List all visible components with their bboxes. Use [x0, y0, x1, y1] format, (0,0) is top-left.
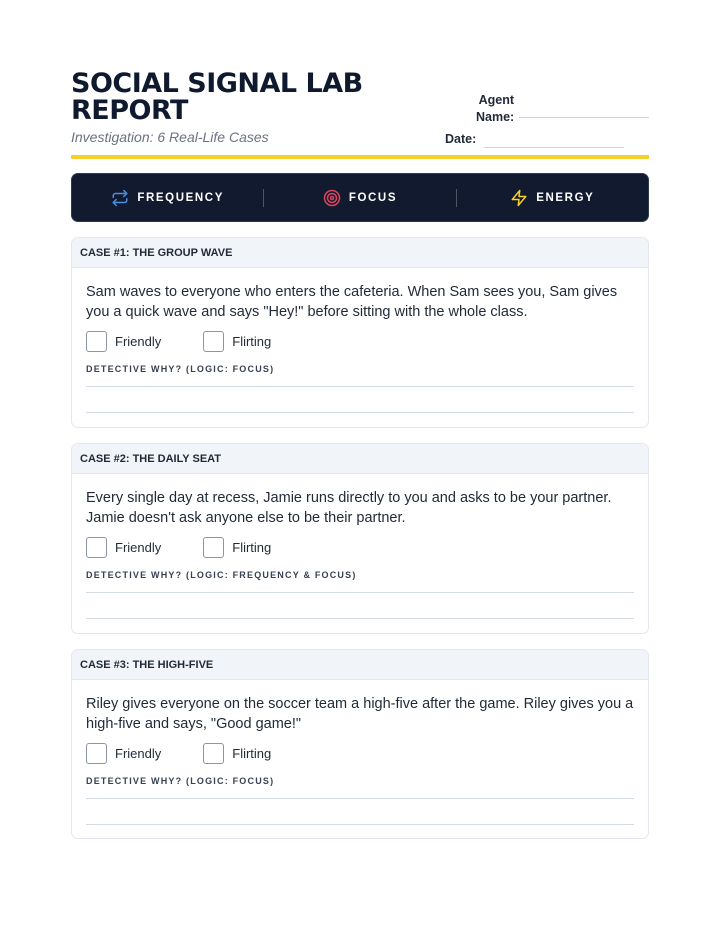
detective-why-label: DETECTIVE WHY? (LOGIC: FOCUS): [86, 776, 275, 786]
answer-options: [86, 742, 634, 764]
answer-line[interactable]: [86, 618, 634, 619]
case-title: CASE #1: THE GROUP WAVE: [72, 238, 648, 268]
lightning-icon: [510, 189, 528, 207]
option-label: Friendly: [115, 745, 162, 761]
date-field[interactable]: [484, 147, 624, 148]
page-subtitle: Investigation: 6 Real-Life Cases: [71, 129, 269, 145]
banner-item-frequency: [72, 189, 263, 207]
header-divider: [71, 155, 649, 159]
option-flirting[interactable]: [203, 537, 271, 558]
flirting-checkbox[interactable]: [203, 743, 224, 764]
option-flirting[interactable]: [203, 743, 271, 764]
flirting-checkbox[interactable]: [203, 537, 224, 558]
detective-why-label: DETECTIVE WHY? (LOGIC: FOCUS): [86, 364, 275, 374]
option-label: Flirting: [232, 745, 272, 761]
option-friendly[interactable]: [86, 331, 161, 352]
banner-item-focus: [264, 189, 455, 207]
target-icon: [323, 189, 341, 207]
banner-item-energy: [457, 189, 648, 207]
case-scenario: Riley gives everyone on the soccer team a high-five after the game. Riley gives you a high-five and says, "Good game!": [86, 696, 634, 732]
friendly-checkbox[interactable]: [86, 331, 107, 352]
friendly-checkbox[interactable]: [86, 743, 107, 764]
friendly-checkbox[interactable]: [86, 537, 107, 558]
date-label: Date:: [445, 132, 477, 146]
case-card-3: [71, 649, 649, 839]
repeat-icon: [111, 189, 129, 207]
case-scenario: Every single day at recess, Jamie runs directly to you and asks to be your partner. Jamie doesn't ask anyone else to be their partner.: [86, 490, 612, 526]
answer-line[interactable]: [86, 824, 634, 825]
option-label: Flirting: [232, 333, 272, 349]
logic-banner: [71, 173, 649, 222]
detective-why-label: DETECTIVE WHY? (LOGIC: FREQUENCY & FOCUS): [86, 570, 357, 580]
answer-line[interactable]: [86, 592, 634, 593]
option-label: Flirting: [232, 539, 272, 555]
answer-line[interactable]: [86, 412, 634, 413]
option-friendly[interactable]: [86, 743, 161, 764]
case-title: CASE #3: THE HIGH-FIVE: [72, 650, 648, 680]
case-title: CASE #2: THE DAILY SEAT: [72, 444, 648, 474]
answer-options: [86, 536, 634, 558]
flirting-checkbox[interactable]: [203, 331, 224, 352]
agent-name-field[interactable]: [519, 117, 649, 118]
page-title: SOCIAL SIGNAL LAB REPORT: [71, 68, 363, 126]
agent-name-label: Agent Name:: [476, 93, 515, 124]
option-label: Friendly: [115, 333, 162, 349]
case-card-1: [71, 237, 649, 428]
case-card-2: [71, 443, 649, 634]
answer-options: [86, 330, 634, 352]
banner-label: ENERGY: [536, 191, 595, 204]
answer-line[interactable]: [86, 386, 634, 387]
option-flirting[interactable]: [203, 331, 271, 352]
answer-line[interactable]: [86, 798, 634, 799]
option-friendly[interactable]: [86, 537, 161, 558]
case-scenario: Sam waves to everyone who enters the cafeteria. When Sam sees you, Sam gives you a quick wave and says "Hey!" before sitting with the whole class.: [86, 284, 618, 320]
option-label: Friendly: [115, 539, 162, 555]
banner-label: FOCUS: [348, 191, 398, 204]
report-header: [71, 70, 649, 160]
banner-label: FREQUENCY: [137, 191, 224, 204]
